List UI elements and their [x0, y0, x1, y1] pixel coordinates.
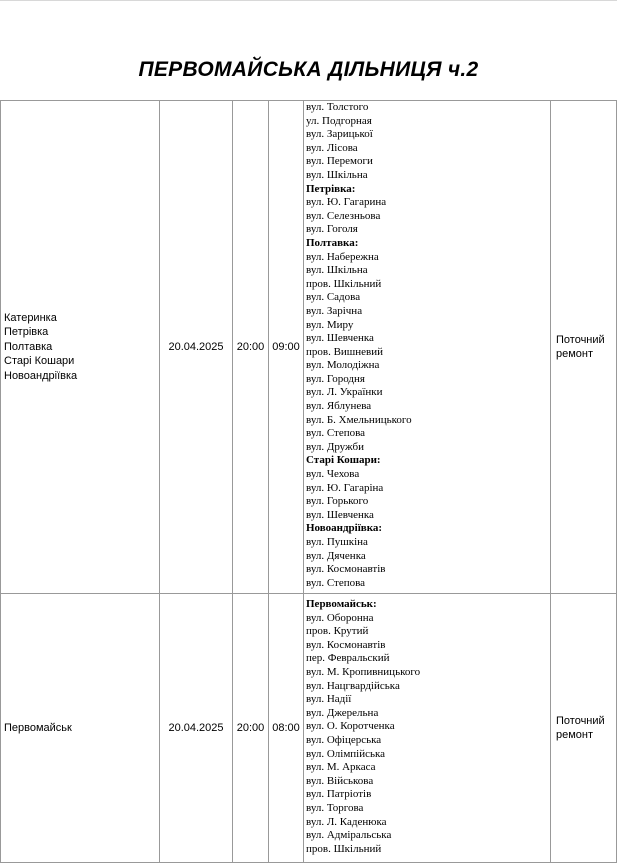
- street-item: вул. Набережна: [306, 250, 379, 263]
- street-item: вул. Офіцерська: [306, 733, 382, 746]
- locality-heading: Петрівка:: [306, 182, 356, 195]
- work-type-line: ремонт: [556, 348, 594, 360]
- locality-heading: Новоандріївка:: [306, 522, 383, 535]
- village-name: Полтавка: [4, 340, 53, 353]
- street-item: вул. Миру: [306, 318, 354, 331]
- village-name: Первомайськ: [4, 721, 72, 734]
- street-item: вул. Адміральська: [306, 829, 392, 842]
- street-item: вул. Шкільна: [306, 264, 368, 277]
- street-item: ул. Подгорная: [306, 114, 372, 127]
- locality-heading: Полтавка:: [306, 236, 359, 249]
- village-name: Новоандріївка: [4, 369, 78, 382]
- outage-schedule-table: [0, 100, 617, 863]
- street-item: вул. Патріотів: [306, 788, 372, 801]
- street-item: вул. Надії: [306, 693, 352, 706]
- street-item: вул. Садова: [306, 291, 361, 304]
- street-item: вул. Торгова: [306, 801, 364, 814]
- time-to-cell: 09:00: [269, 101, 304, 594]
- street-item: вул. Олімпійська: [306, 747, 386, 760]
- street-item: вул. М. Кропивницького: [306, 665, 421, 678]
- streets-cell: [304, 101, 551, 594]
- street-item: вул. Дружби: [306, 440, 364, 453]
- street-item: вул. Військова: [306, 774, 374, 787]
- top-divider: [0, 0, 617, 1]
- page-title: ПЕРВОМАЙСЬКА ДІЛЬНИЦЯ ч.2: [138, 58, 479, 81]
- street-item: вул. О. Коротченка: [306, 720, 395, 733]
- street-item: вул. Зарицької: [306, 128, 373, 141]
- work-type-cell: [551, 594, 617, 863]
- street-item: вул. Городня: [306, 372, 365, 385]
- work-type-line: ремонт: [556, 729, 594, 741]
- villages-cell: [1, 101, 160, 594]
- work-type-cell: [551, 101, 617, 594]
- locality-heading: Старі Кошари:: [306, 454, 381, 467]
- street-item: вул. Оборонна: [306, 611, 374, 624]
- street-item: вул. Толстого: [306, 101, 369, 113]
- street-item: пер. Февральский: [306, 652, 390, 665]
- street-item: пров. Шкільний: [306, 842, 382, 855]
- street-item: вул. Джерельна: [306, 706, 379, 719]
- street-item: вул. Селезньова: [306, 209, 381, 222]
- work-type-line: Поточний: [556, 714, 605, 727]
- street-item: вул. Пушкіна: [306, 536, 368, 548]
- time-to-cell: 08:00: [269, 594, 304, 863]
- street-item: вул. Дяченка: [306, 549, 366, 562]
- street-item: вул. Нацгвардійська: [306, 679, 400, 692]
- village-name: Петрівка: [4, 326, 49, 339]
- date-cell: 20.04.2025: [160, 101, 233, 594]
- street-item: вул. Зарічна: [306, 304, 363, 317]
- street-item: вул. Перемоги: [306, 155, 373, 168]
- street-item: вул. Б. Хмельницького: [306, 413, 412, 426]
- date-cell: 20.04.2025: [160, 594, 233, 863]
- street-item: вул. Шкільна: [306, 168, 368, 181]
- street-item: вул. Гоголя: [306, 223, 358, 236]
- village-name: Старі Кошари: [4, 355, 75, 368]
- street-item: вул. Яблунева: [306, 400, 372, 413]
- street-item: вул. Л. Каденюка: [306, 815, 387, 828]
- street-item: вул. Горького: [306, 495, 369, 508]
- locality-heading: Первомайськ:: [306, 598, 377, 610]
- street-item: вул. Шевченка: [306, 332, 374, 345]
- street-item: вул. Шевченка: [306, 508, 374, 521]
- streets-cell: [304, 594, 551, 863]
- street-item: пров. Крутий: [306, 625, 369, 638]
- villages-cell: [1, 594, 160, 863]
- time-from-cell: 20:00: [233, 101, 269, 594]
- street-item: вул. Молодіжна: [306, 359, 380, 372]
- street-item: пров. Шкільний: [306, 277, 382, 290]
- work-type-line: Поточний: [556, 333, 605, 346]
- street-item: вул. Ю. Гагарина: [306, 196, 387, 209]
- street-item: вул. Лісова: [306, 141, 358, 154]
- time-from-cell: 20:00: [233, 594, 269, 863]
- street-item: вул. Степова: [306, 576, 366, 589]
- street-item: вул. Степова: [306, 427, 366, 440]
- street-item: вул. Чехова: [306, 468, 360, 481]
- street-item: вул. Космонавтів: [306, 563, 386, 576]
- street-item: вул. М. Аркаса: [306, 761, 376, 774]
- table-row: [1, 594, 617, 863]
- table-row: [1, 101, 617, 594]
- village-name: Катеринка: [4, 311, 57, 324]
- street-item: вул. Ю. Гагаріна: [306, 481, 384, 494]
- street-item: пров. Вишневий: [306, 345, 384, 358]
- street-item: вул. Космонавтів: [306, 638, 386, 651]
- street-item: вул. Л. Українки: [306, 386, 383, 399]
